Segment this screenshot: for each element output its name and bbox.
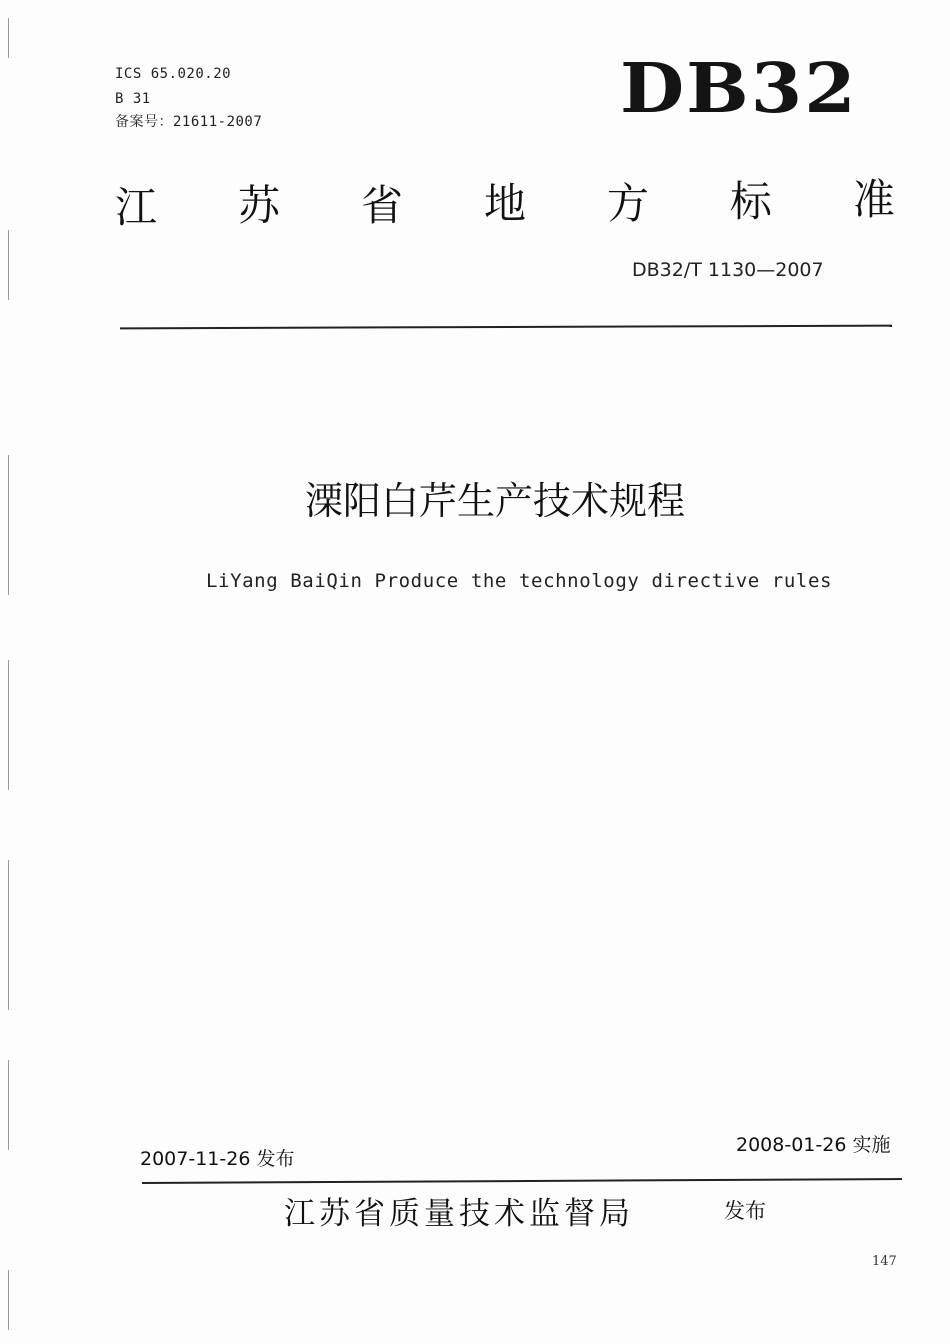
ics-code: ICS 65.020.20 [115, 66, 232, 82]
standard-type-char: 准 [852, 175, 895, 224]
db32-logo: DB32 [620, 49, 858, 129]
page-number: 147 [872, 1254, 897, 1269]
scan-edge-mark [8, 1270, 9, 1330]
document-title: 溧阳白芹生产技术规程 [304, 479, 685, 523]
scan-edge-mark [8, 660, 9, 790]
issuer-suffix: 发布 [724, 1199, 766, 1223]
standard-type-char: 方 [606, 179, 649, 228]
standard-type-char: 地 [483, 179, 526, 228]
standard-type-char: 省 [360, 181, 403, 230]
scan-edge-mark [8, 1060, 9, 1150]
issuing-authority: 江苏省质量技术监督局 [284, 1196, 634, 1232]
header-divider [120, 325, 892, 330]
standard-type-char: 苏 [237, 181, 280, 230]
classification-code: B 31 [115, 91, 151, 107]
footer-divider [142, 1178, 902, 1184]
filing-number: 备案号：21611-2007 [115, 114, 263, 130]
effective-date: 2008-01-26 实施 [736, 1134, 891, 1156]
scan-edge-mark [8, 860, 9, 1010]
document-subtitle: LiYang BaiQin Produce the technology directive rules [206, 570, 833, 592]
scan-edge-mark [8, 230, 9, 300]
standard-number: DB32/T 1130—2007 [632, 259, 824, 281]
standard-type-char: 标 [729, 177, 772, 226]
issue-date: 2007-11-26 发布 [140, 1148, 295, 1170]
scan-edge-mark [8, 18, 9, 58]
standard-type-char: 江 [115, 183, 158, 232]
standard-type-heading [115, 174, 895, 236]
